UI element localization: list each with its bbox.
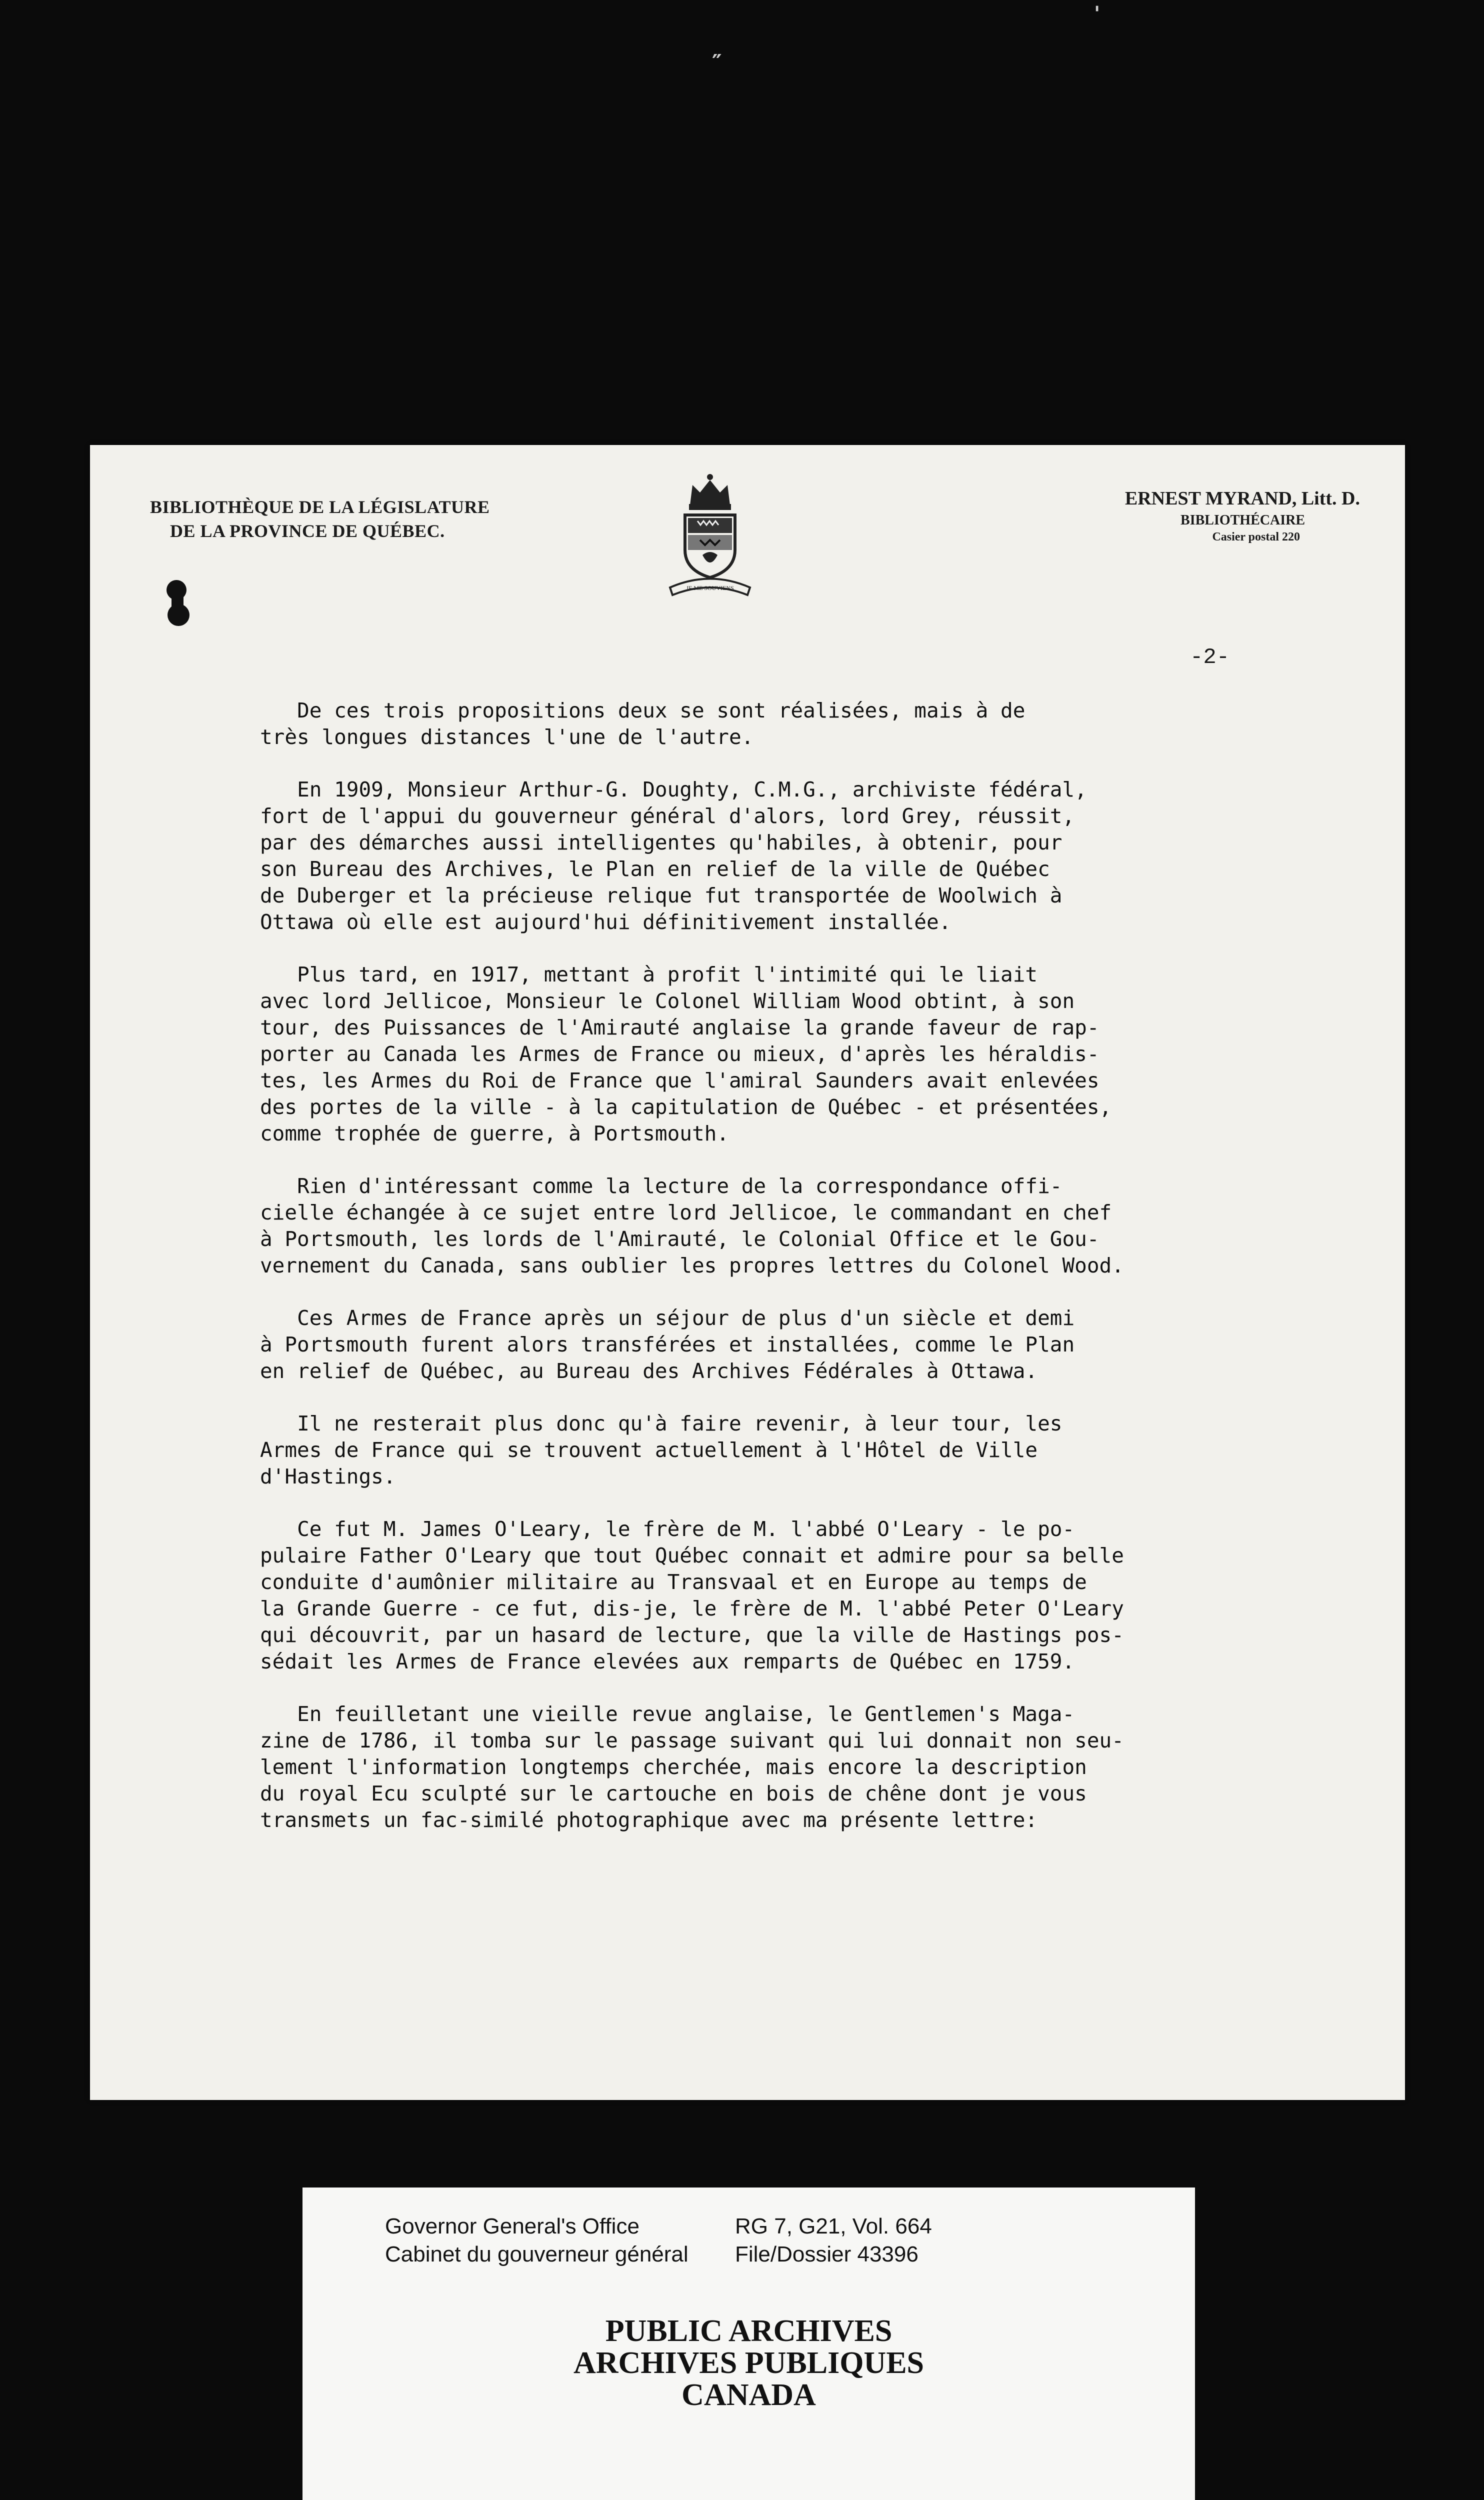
page-number: -2- (1190, 645, 1230, 670)
archive-stamp (302, 2188, 1195, 2500)
librarian-name: ERNEST MYRAND, Litt. D. (1124, 488, 1360, 509)
paragraph: Ce fut M. James O'Leary, le frère de M. l'abbé O'Leary - le po- pulaire Father O'Leary que tout Québec connait et admire pour sa belle conduite d'aumônier militaire au Transvaal et en Europe au temps de la Grande Guerre - ce fut, dis-je, le frère de M. l'abbé Peter O'Leary qui découvrit, par un hasard de lecture, que la ville de Hastings pos- sédait les Armes de France elevées aux remparts de Québec en 1759. (260, 1517, 1124, 1674)
paragraph: Plus tard, en 1917, mettant à profit l'intimité qui le liait avec lord Jellicoe, Monsieur le Colonel William Wood obtint, à son tour, des Puissances de l'Amirauté anglaise la grande faveur de rap- porter au Canada les Armes de France ou mieux, d'après les héraldis- tes, les Armes du Roi de France que l'amiral Saunders avait enlevées des portes de la ville - à la capitulation de Québec - et présentées, comme trophée de guerre, à Portsmouth. (260, 962, 1112, 1146)
archives-en: PUBLIC ARCHIVES (605, 2314, 892, 2348)
letter-page (90, 445, 1405, 2100)
paragraph: Il ne resterait plus donc qu'à faire revenir, à leur tour, les Armes de France qui se trouvent actuellement à l'Hôtel de Ville d'Hastings. (260, 1412, 1062, 1488)
archives-country: CANADA (682, 2378, 816, 2412)
reference-number: RG 7, G21, Vol. 664 (735, 2214, 932, 2238)
office-label (385, 2212, 688, 2268)
paragraph: De ces trois propositions deux se sont réalisées, mais à de très longues distances l'une de l'autre. (260, 698, 1026, 749)
paragraph: Ces Armes de France après un séjour de plus d'un siècle et demi à Portsmouth furent alors transférées et installées, comme le Plan en relief de Québec, au Bureau des Archives Fédérales à Ottawa. (260, 1306, 1075, 1383)
film-mark-top-right: ' (1094, 2, 1100, 26)
library-name: BIBLIOTHÈQUE DE LA LÉGISLATURE (150, 497, 490, 517)
province-name: DE LA PROVINCE DE QUÉBEC. (170, 521, 445, 541)
archives-title (302, 2315, 1195, 2411)
reference-label (735, 2212, 932, 2268)
librarian-title: BIBLIOTHÉCAIRE (1180, 512, 1305, 528)
postal-box: Casier postal 220 (1212, 530, 1300, 544)
crest-motto: JE ME SOUVIENS (686, 584, 734, 592)
letterhead-right (1125, 488, 1360, 544)
film-mark-top-center: ″ (712, 50, 722, 76)
file-number: File/Dossier 43396 (735, 2242, 918, 2266)
office-en: Governor General's Office (385, 2214, 640, 2238)
paragraph: En feuilletant une vieille revue anglaise, le Gentlemen's Maga- zine de 1786, il tomba sur le passage suivant qui lui donnait non seu- lement l'information longtemps cherchée, mais encore la description du royal Ecu sculpté sur le cartouche en bois de chêne dont je vous transmets un fac-similé photographique avec ma présente lettre: (260, 1702, 1124, 1832)
punch-hole-mark (162, 575, 192, 635)
letterhead-left (150, 495, 490, 543)
quebec-coat-of-arms-icon (650, 470, 770, 600)
office-fr: Cabinet du gouverneur général (385, 2242, 688, 2266)
archives-fr: ARCHIVES PUBLIQUES (573, 2346, 924, 2380)
letter-body (260, 698, 1360, 1860)
paragraph: Rien d'intéressant comme la lecture de la correspondance offi- cielle échangée à ce sujet entre lord Jellicoe, le commandant en chef à Portsmouth, les lords de l'Amirauté, le Colonial Office et le Gou- vernement du Canada, sans oublier les propres lettres du Colonel Wood. (260, 1174, 1124, 1278)
paragraph: En 1909, Monsieur Arthur-G. Doughty, C.M.G., archiviste fédéral, fort de l'appui du gouverneur général d'alors, lord Grey, réussit, par des démarches aussi intelligentes qu'habiles, à obtenir, pour son Bureau des Archives, le Plan en relief de la ville de Québec de Duberger et la précieuse relique fut transportée de Woolwich à Ottawa où elle est aujourd'hui définitivement installée. (260, 778, 1087, 934)
